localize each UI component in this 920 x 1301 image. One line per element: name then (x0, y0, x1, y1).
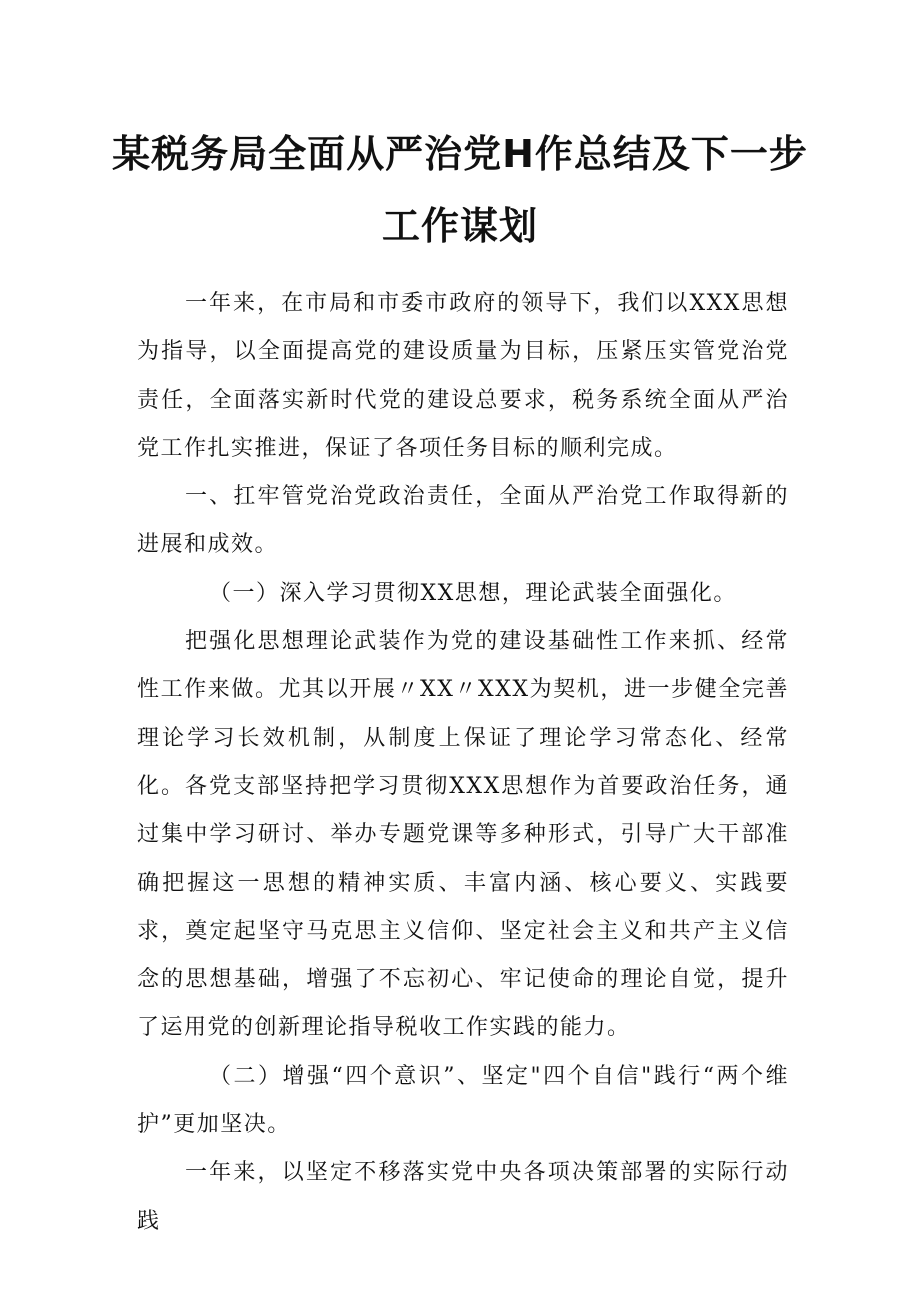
document-title-line-2: 工作谋划 (381, 204, 538, 248)
section-heading-1: 一、扛牢管党治党政治责任，全面从严治党工作取得新的进展和成效。 (137, 484, 789, 558)
document-title-line-1: 某税务局全面从严治党H作总结及下一步 (112, 132, 808, 176)
document-body (137, 280, 789, 1246)
subsection-heading-1: （一）深入学习贯彻XX思想，理论武装全面强化。 (209, 580, 737, 606)
paragraph-intro: 一年来，在市局和市委市政府的领导下，我们以XXX思想为指导，以全面提高党的建设质量为目标，压紧压实管党治党责任，全面落实新时代党的建设总要求，税务系统全面从严治党工作扎实推进，保证了各项任务目标的顺利完成。 (137, 291, 789, 461)
paragraph-theory-study: 把强化思想理论武装作为党的建设基础性工作来抓、经常性工作来做。尤其以开展〃XX〃XXX为契机，进一步健全完善理论学习长效机制，从制度上保证了理论学习常态化、经常化。各党支部坚持把学习贯彻XXX思想作为首要政治任务，通过集中学习研讨、举办专题党课等多种形式，引导广大干部准确把握这一思想的精神实质、丰富内涵、核心要义、实践要求，奠定起坚守马克思主义信仰、坚定社会主义和共产主义信念的思想基础，增强了不忘初心、牢记使命的理论自觉，提升了运用党的创新理论指导税收工作实践的能力。 (137, 629, 789, 1041)
paragraph-implementation: 一年来，以坚定不移落实党中央各项决策部署的实际行动践 (137, 1160, 789, 1234)
subsection-heading-2: （二）增强“四个意识”、坚定"四个自信"践行“两个维护”更加坚决。 (137, 1063, 789, 1138)
